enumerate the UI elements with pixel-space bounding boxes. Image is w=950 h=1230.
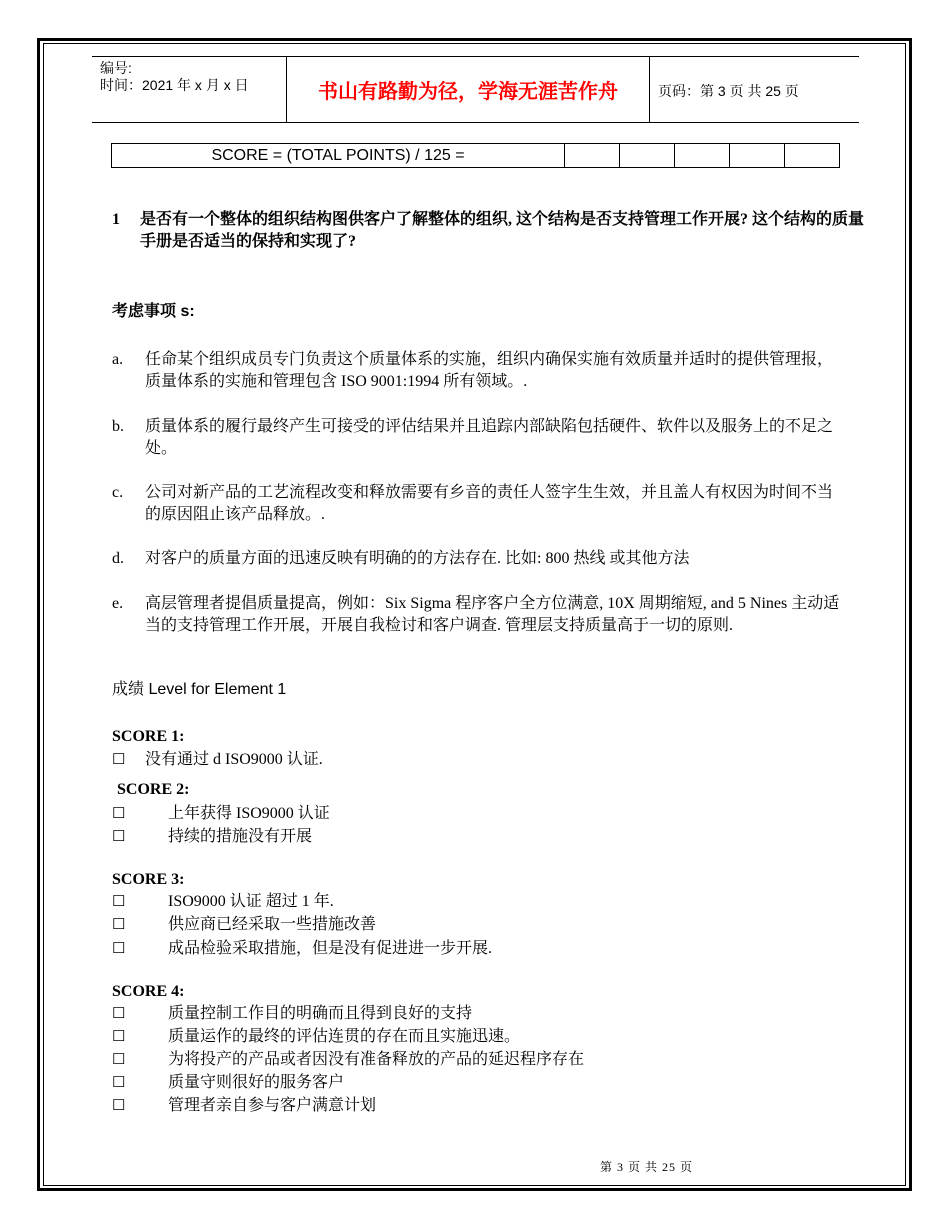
- score-4-title: SCORE 4:: [112, 983, 185, 1000]
- score-2-title: SCORE 2:: [117, 781, 190, 798]
- checkbox[interactable]: ☐: [112, 806, 126, 822]
- item-letter: d.: [112, 550, 124, 567]
- checkbox[interactable]: ☐: [112, 1075, 126, 1091]
- score-option: ISO9000 认证 超过 1 年.: [168, 893, 334, 910]
- score-1-title: SCORE 1:: [112, 728, 185, 745]
- document-number-label: 编号:: [100, 60, 132, 76]
- header-bottom-rule: [92, 122, 859, 123]
- item-letter: c.: [112, 484, 124, 501]
- grade-label: 成绩 Level for Element 1: [112, 681, 287, 698]
- question-text: 是否有一个整体的组织结构图供客户了解整体的组织, 这个结构是否支持管理工作开展? 这个结构的质量手册是否适当的保持和实现了?: [140, 211, 865, 250]
- checkbox[interactable]: ☐: [112, 1029, 126, 1045]
- header-divider: [649, 56, 650, 122]
- header-meta: [100, 60, 249, 94]
- checkbox[interactable]: ☐: [112, 1006, 126, 1022]
- item-letter: b.: [112, 418, 124, 435]
- question-number: 1: [112, 211, 120, 228]
- score-option: 供应商已经采取一些措施改善: [168, 916, 377, 933]
- score-option: 管理者亲自参与客户满意计划: [168, 1097, 377, 1114]
- checkbox[interactable]: ☐: [112, 941, 126, 957]
- checkbox[interactable]: ☐: [112, 917, 126, 933]
- score-cell: [565, 144, 620, 168]
- item-letter: e.: [112, 595, 124, 612]
- item-text: 质量体系的履行最终产生可接受的评估结果并且追踪内部缺陷包括硬件、软件以及服务上的不足之处。: [145, 418, 834, 457]
- checkbox[interactable]: ☐: [112, 752, 126, 768]
- document-date: 时间：2021 年 x 月 x 日: [100, 77, 249, 93]
- score-option: 质量守则很好的服务客户: [168, 1074, 345, 1091]
- item-text: 公司对新产品的工艺流程改变和释放需要有乡音的责任人签字生生效，并且盖人有权因为时间不当的原因阻止该产品释放。.: [145, 484, 834, 523]
- score-formula: SCORE = (TOTAL POINTS) / 125 =: [112, 144, 565, 168]
- page-footer: 第 3 页 共 25 页: [600, 1160, 694, 1174]
- header-page-info: 页码：第 3 页 共 25 页: [658, 83, 799, 99]
- checkbox[interactable]: ☐: [112, 1098, 126, 1114]
- score-option: 成品检验采取措施，但是没有促进进一步开展.: [168, 940, 493, 957]
- score-option: 上年获得 ISO9000 认证: [168, 805, 330, 822]
- score-3-title: SCORE 3:: [112, 871, 185, 888]
- score-option: 为将投产的产品或者因没有准备释放的产品的延迟程序存在: [168, 1051, 585, 1068]
- score-cell: [730, 144, 785, 168]
- checkbox[interactable]: ☐: [112, 1052, 126, 1068]
- item-letter: a.: [112, 351, 124, 368]
- score-option: 持续的措施没有开展: [168, 828, 313, 845]
- score-formula-table: [111, 143, 840, 168]
- score-option: 质量运作的最终的评估连贯的存在而且实施迅速。: [168, 1028, 521, 1045]
- item-text: 对客户的质量方面的迅速反映有明确的的方法存在. 比如: 800 热线 或其他方法: [145, 550, 690, 567]
- header-motto: 书山有路勤为径，学海无涯苦作舟: [318, 80, 618, 103]
- checkbox[interactable]: ☐: [112, 829, 126, 845]
- score-cell: [675, 144, 730, 168]
- score-cell: [785, 144, 840, 168]
- considerations-label: 考虑事项 s:: [112, 303, 195, 320]
- score-option: 质量控制工作目的明确而且得到良好的支持: [168, 1005, 473, 1022]
- item-text: 高层管理者提倡质量提高，例如：Six Sigma 程序客户全方位满意, 10X 周期缩短, and 5 Nines 主动适当的支持管理工作开展，开展自我检讨和客户调查. 管理层支持质量高于一切的原则.: [145, 595, 840, 634]
- checkbox[interactable]: ☐: [112, 894, 126, 910]
- score-cell: [620, 144, 675, 168]
- score-option: 没有通过 d ISO9000 认证.: [145, 751, 323, 768]
- item-text: 任命某个组织成员专门负责这个质量体系的实施，组织内确保实施有效质量并适时的提供管理报，质量体系的实施和管理包含 ISO 9001:1994 所有领域。.: [145, 351, 834, 390]
